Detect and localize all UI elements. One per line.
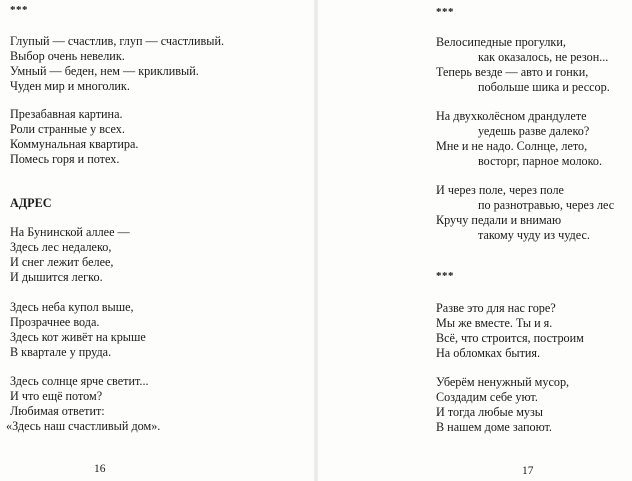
- verse-line: Мне и не надо. Солнце, лето,: [436, 139, 588, 153]
- verse-line: как оказалось, не резон...: [478, 50, 609, 64]
- verse-line: В нашем доме запоют.: [436, 420, 552, 434]
- page-number: 16: [94, 463, 106, 475]
- verse-line: Презабавная картина.: [10, 107, 123, 121]
- verse-line: Создадим себе уют.: [436, 390, 538, 404]
- verse-line: Разве это для нас горе?: [436, 301, 556, 315]
- verse-line: Коммунальная квартира.: [10, 137, 139, 151]
- verse-line: В квартале у пруда.: [10, 345, 112, 359]
- verse-line: уедешь разве далеко?: [478, 124, 590, 138]
- verse-line: И дышится легко.: [10, 270, 103, 284]
- verse-line: побольше шика и рессор.: [478, 80, 610, 94]
- verse-line: по разнотравью, через лес: [478, 198, 615, 212]
- verse-line: Любимая ответит:: [10, 404, 105, 418]
- verse-line: И тогда любые музы: [436, 405, 543, 419]
- verse-line: восторг, парное молоко.: [478, 154, 603, 168]
- poem-title: АДРЕС: [10, 196, 52, 210]
- verse-line: Всё, что строится, построим: [436, 331, 584, 345]
- verse-line: И что ещё потом?: [10, 389, 103, 403]
- verse-line: Здесь неба купол выше,: [10, 300, 134, 314]
- section-separator: ***: [436, 270, 454, 282]
- verse-line: И снег лежит белее,: [10, 255, 114, 269]
- verse-line: Мы же вместе. Ты и я.: [436, 316, 553, 330]
- verse-line: Чуден мир и многолик.: [10, 79, 130, 93]
- verse-line: Роли странные у всех.: [10, 122, 125, 136]
- verse-line: «Здесь наш счастливый дом».: [6, 419, 161, 433]
- verse-line: Помесь горя и потех.: [10, 152, 120, 166]
- verse-line: Теперь везде — авто и гонки,: [436, 65, 589, 79]
- verse-line: Велосипедные прогулки,: [436, 35, 566, 49]
- verse-line: Кручу педали и внимаю: [436, 213, 562, 227]
- verse-line: На двухколёсном драндулете: [436, 109, 587, 123]
- verse-line: И через поле, через поле: [436, 183, 564, 197]
- section-separator: ***: [10, 4, 28, 16]
- page-number: 17: [522, 465, 534, 477]
- verse-line: Глупый — счастлив, глуп — счастливый.: [10, 34, 225, 48]
- verse-line: Прозрачнее вода.: [10, 315, 100, 329]
- verse-line: Уберём ненужный мусор,: [436, 375, 570, 389]
- verse-line: На обломках бытия.: [436, 346, 541, 360]
- section-separator: ***: [436, 6, 454, 18]
- verse-line: Умный — беден, нем — крикливый.: [10, 64, 199, 78]
- verse-line: Здесь кот живёт на крыше: [10, 330, 146, 344]
- verse-line: На Бунинской аллее —: [10, 225, 130, 239]
- right-page: [316, 0, 632, 481]
- verse-line: Здесь солнце ярче светит...: [10, 374, 149, 388]
- verse-line: Выбор очень невелик.: [10, 49, 125, 63]
- verse-line: такому чуду из чудес.: [478, 228, 590, 242]
- verse-line: Здесь лес недалеко,: [10, 240, 112, 254]
